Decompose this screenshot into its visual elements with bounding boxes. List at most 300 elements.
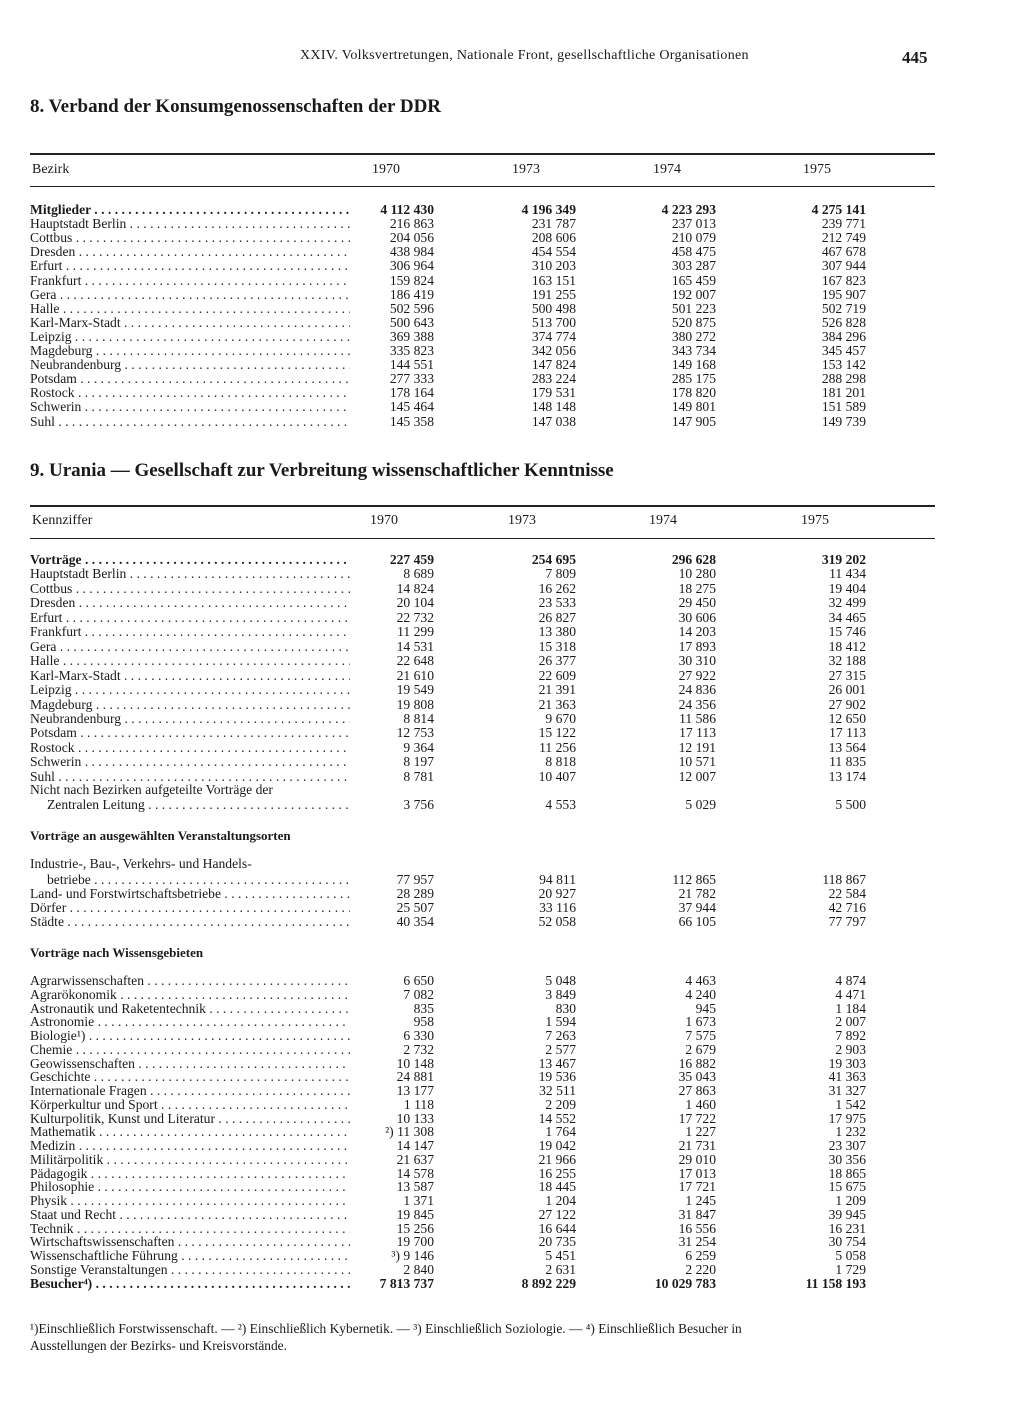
row-label: Biologie¹) . . .: [30, 1028, 350, 1044]
cell-value: 112 865: [672, 872, 716, 887]
page-number: 445: [902, 48, 928, 67]
cell-value: 21 363: [538, 696, 576, 712]
cell-value: 167 823: [821, 272, 866, 288]
row-label: Philosophie . . .: [30, 1179, 350, 1195]
cell-value: 7 809: [545, 566, 576, 582]
cell-value: 285 175: [671, 371, 716, 387]
cell-value: 77 797: [828, 914, 866, 930]
cell-value: 19 303: [828, 1055, 866, 1071]
cell-value: 144 551: [389, 357, 434, 373]
cell-value: 8 197: [403, 754, 434, 770]
cell-value: 13 174: [828, 768, 866, 784]
section8-column-headers: [0, 162, 1024, 182]
footnote-line: ¹)Einschließlich Forstwissenschaft. — ²) Einschließlich Kybernetik. — ³) Einschließlich Soziologie. — ⁴) Einschließlich Besucher in: [30, 1321, 742, 1336]
cell-value: 2 220: [685, 1261, 716, 1277]
cell-value: 10 148: [396, 1055, 434, 1071]
cell-value: 22 584: [828, 886, 866, 901]
cell-value: 16 556: [678, 1220, 716, 1236]
cell-value: 11 835: [829, 754, 866, 770]
cell-value: 14 531: [396, 638, 434, 654]
row-label: Körperkultur und Sport . . .: [30, 1097, 350, 1113]
cell-value: 208 606: [531, 230, 576, 246]
cell-value: 178 164: [389, 385, 434, 401]
table-row: [0, 1276, 1024, 1292]
section8-top-rule: [30, 153, 935, 155]
cell-value: 29 010: [678, 1151, 716, 1167]
cell-value: 8 814: [403, 710, 434, 726]
cell-value: 1 594: [545, 1014, 576, 1030]
cell-value: 216 863: [389, 216, 434, 232]
cell-value: 1 118: [403, 1096, 434, 1112]
cell-value: 10 133: [396, 1110, 434, 1126]
row-label: Cottbus . . .: [30, 581, 350, 597]
cell-value: 27 315: [828, 667, 866, 683]
table-row: [0, 914, 1024, 930]
cell-value: 239 771: [821, 216, 866, 232]
cell-value: 31 327: [828, 1083, 866, 1098]
row-label: Dresden . . .: [30, 595, 350, 611]
cell-value: 27 122: [538, 1206, 576, 1222]
cell-value: 31 847: [678, 1206, 716, 1222]
section9-title: 9. Urania — Gesellschaft zur Verbreitung wissenschaftlicher Kenntnisse: [30, 460, 614, 481]
section8-title: 8. Verband der Konsumgenossenschaften der DDR: [30, 96, 442, 117]
row-label: Magdeburg . . .: [30, 697, 350, 713]
cell-value: 227 459: [389, 552, 434, 567]
cell-value: 18 865: [828, 1165, 866, 1181]
cell-value: 307 944: [821, 258, 866, 274]
cell-value: 254 695: [531, 552, 576, 567]
cell-value: 1 673: [685, 1014, 716, 1030]
column-header: 1975: [801, 513, 829, 528]
cell-value: 37 944: [678, 900, 716, 916]
cell-value: 500 643: [389, 314, 434, 330]
row-label: Schwerin . . .: [30, 399, 350, 415]
cell-value: 20 927: [538, 886, 576, 901]
cell-value: 4 275 141: [811, 202, 866, 217]
cell-value: 501 223: [671, 300, 716, 316]
cell-value: 374 774: [531, 328, 576, 344]
row-label: Halle . . .: [30, 653, 350, 669]
cell-value: 502 719: [821, 300, 866, 316]
row-label: Neubrandenburg . . .: [30, 357, 350, 373]
cell-value: 17 893: [678, 638, 716, 654]
table-row: [0, 782, 1024, 798]
cell-value: 10 407: [538, 768, 576, 784]
row-label: Suhl . . .: [30, 414, 350, 430]
cell-value: 8 689: [403, 566, 434, 582]
column-header: 1970: [370, 513, 398, 528]
cell-value: 513 700: [531, 314, 576, 330]
cell-value: 212 749: [821, 230, 866, 246]
cell-value: 310 203: [531, 258, 576, 274]
row-label: Wissenschaftliche Führung . . .: [30, 1248, 350, 1264]
cell-value: 16 231: [828, 1220, 866, 1236]
cell-value: 16 262: [538, 580, 576, 596]
cell-value: 2 209: [545, 1096, 576, 1112]
cell-value: 40 354: [396, 914, 434, 930]
cell-value: 179 531: [531, 385, 576, 401]
cell-value: 19 042: [538, 1138, 576, 1153]
cell-value: 210 079: [671, 230, 716, 246]
cell-value: 500 498: [531, 300, 576, 316]
cell-value: 21 731: [678, 1138, 716, 1153]
cell-value: 21 637: [396, 1151, 434, 1167]
cell-value: 19 700: [396, 1234, 434, 1250]
cell-value: 27 902: [828, 696, 866, 712]
row-label: Technik . . .: [30, 1221, 350, 1237]
cell-value: 2 679: [685, 1041, 716, 1057]
cell-value: 21 782: [678, 886, 716, 901]
cell-value: 15 122: [538, 725, 576, 741]
cell-value: 3 849: [545, 986, 576, 1002]
cell-value: 303 287: [671, 258, 716, 274]
cell-value: ³) 9 146: [391, 1248, 434, 1263]
cell-value: 13 467: [538, 1055, 576, 1071]
cell-value: 34 465: [828, 609, 866, 625]
row-label: Astronautik und Raketentechnik . . .: [30, 1001, 350, 1017]
subheading-wissensgebiete: Vorträge nach Wissensgebieten: [30, 945, 204, 960]
cell-value: 16 255: [538, 1165, 576, 1181]
cell-value: 1 371: [403, 1193, 434, 1208]
cell-value: 14 824: [396, 580, 434, 596]
cell-value: 16 882: [678, 1055, 716, 1071]
cell-value: 345 457: [821, 343, 866, 358]
cell-value: 35 043: [678, 1069, 716, 1085]
row-label: Medizin . . .: [30, 1138, 350, 1154]
cell-value: 306 964: [389, 258, 434, 274]
cell-value: 958: [413, 1014, 434, 1030]
cell-value: 149 168: [671, 357, 716, 373]
cell-value: 17 013: [678, 1165, 716, 1181]
cell-value: 24 881: [396, 1069, 434, 1085]
cell-value: 11 434: [829, 566, 866, 582]
cell-value: 151 589: [821, 399, 866, 415]
cell-value: 17 113: [829, 725, 866, 741]
cell-value: 153 142: [821, 357, 866, 373]
cell-value: 13 587: [396, 1179, 434, 1195]
cell-value: 2 732: [403, 1041, 434, 1057]
cell-value: 32 499: [828, 595, 866, 611]
cell-value: 15 746: [828, 624, 866, 640]
column-header: 1975: [803, 162, 831, 177]
cell-value: 15 256: [396, 1220, 434, 1236]
row-label: Dresden . . .: [30, 244, 350, 260]
row-label: Gera . . .: [30, 287, 350, 303]
cell-value: 191 255: [531, 286, 576, 302]
cell-value: 288 298: [821, 371, 866, 387]
cell-value: 33 116: [539, 900, 576, 916]
cell-value: 94 811: [539, 872, 576, 887]
cell-value: 77 957: [396, 872, 434, 887]
cell-value: 18 412: [828, 638, 866, 654]
row-label: Mitglieder . . .: [30, 202, 350, 218]
cell-value: 14 578: [396, 1165, 434, 1181]
cell-value: 23 533: [538, 595, 576, 611]
cell-value: 22 609: [538, 667, 576, 683]
cell-value: 21 391: [538, 682, 576, 698]
running-title: XXIV. Volksvertretungen, Nationale Front, gesellschaftliche Organisationen: [300, 48, 749, 63]
cell-value: 1 209: [835, 1193, 866, 1208]
cell-value: 11 256: [539, 739, 576, 755]
cell-value: 835: [413, 1000, 434, 1016]
cell-value: 148 148: [531, 399, 576, 415]
section9-header-rule: [30, 538, 935, 539]
cell-value: 830: [555, 1000, 576, 1016]
cell-value: 19 536: [538, 1069, 576, 1085]
cell-value: 12 650: [828, 710, 866, 726]
column-header: 1973: [508, 513, 536, 528]
cell-value: 14 147: [396, 1138, 434, 1153]
cell-value: 277 333: [389, 371, 434, 387]
row-label: Geowissenschaften . . .: [30, 1056, 350, 1072]
cell-value: 147 824: [531, 357, 576, 373]
subheading-veranstaltungsorte: Vorträge an ausgewählten Veranstaltungsorten: [30, 828, 291, 843]
cell-value: 25 507: [396, 900, 434, 916]
row-label: Frankfurt . . .: [30, 273, 350, 289]
cell-value: 9 670: [545, 710, 576, 726]
cell-value: 4 874: [835, 973, 866, 988]
cell-value: 20 104: [396, 595, 434, 611]
cell-value: 1 227: [685, 1124, 716, 1140]
cell-value: 30 606: [678, 609, 716, 625]
cell-value: 7 082: [403, 986, 434, 1002]
column-header: Bezirk: [32, 162, 70, 177]
section9-top-rule: [30, 505, 935, 507]
row-label: Geschichte . . .: [30, 1069, 350, 1085]
cell-value: ²) 11 308: [385, 1124, 434, 1140]
row-label: Pädagogik . . .: [30, 1166, 350, 1182]
column-header: 1973: [512, 162, 540, 177]
cell-value: 369 388: [389, 328, 434, 344]
cell-value: 2 903: [835, 1041, 866, 1057]
cell-value: 1 232: [835, 1124, 866, 1140]
cell-value: 147 905: [671, 413, 716, 429]
row-label: Dörfer . . .: [30, 900, 350, 916]
cell-value: 30 356: [828, 1151, 866, 1167]
cell-value: 20 735: [538, 1234, 576, 1250]
cell-value: 380 272: [671, 328, 716, 344]
cell-value: 22 732: [396, 609, 434, 625]
row-label: Physik . . .: [30, 1193, 350, 1209]
row-label: Potsdam . . .: [30, 725, 350, 741]
cell-value: 27 922: [678, 667, 716, 683]
cell-value: 1 764: [545, 1124, 576, 1140]
cell-value: 11 299: [397, 624, 434, 640]
cell-value: 186 419: [389, 286, 434, 302]
cell-value: 14 552: [538, 1110, 576, 1126]
cell-value: 163 151: [531, 272, 576, 288]
cell-value: 237 013: [671, 216, 716, 232]
row-label: Hauptstadt Berlin . . .: [30, 566, 350, 582]
cell-value: 1 460: [685, 1096, 716, 1112]
cell-value: 10 029 783: [654, 1275, 716, 1291]
cell-value: 17 722: [678, 1110, 716, 1126]
cell-value: 145 358: [389, 413, 434, 429]
cell-value: 296 628: [671, 552, 716, 567]
cell-value: 31 254: [678, 1234, 716, 1250]
row-label: Erfurt . . .: [30, 610, 350, 626]
table-row: [0, 414, 1024, 430]
table-row: [0, 797, 1024, 813]
cell-value: 29 450: [678, 595, 716, 611]
cell-value: 12 753: [396, 725, 434, 741]
row-label: Gera . . .: [30, 639, 350, 655]
cell-value: 458 475: [671, 244, 716, 260]
row-label: Neubrandenburg . . .: [30, 711, 350, 727]
cell-value: 24 836: [678, 682, 716, 698]
table-row: [0, 856, 1024, 872]
cell-value: 13 177: [396, 1083, 434, 1098]
cell-value: 181 201: [821, 385, 866, 401]
row-label: Rostock . . .: [30, 740, 350, 756]
cell-value: 30 754: [828, 1234, 866, 1250]
cell-value: 5 029: [685, 797, 716, 812]
cell-value: 9 364: [403, 739, 434, 755]
cell-value: 17 975: [828, 1110, 866, 1126]
row-label: Rostock . . .: [30, 385, 350, 401]
column-header: 1970: [372, 162, 400, 177]
row-label: Leipzig . . .: [30, 329, 350, 345]
cell-value: 42 716: [828, 900, 866, 916]
cell-value: 30 310: [678, 653, 716, 669]
cell-value: 3 756: [403, 797, 434, 812]
cell-value: 41 363: [828, 1069, 866, 1085]
cell-value: 21 966: [538, 1151, 576, 1167]
cell-value: 19 549: [396, 682, 434, 698]
cell-value: 4 240: [685, 986, 716, 1002]
cell-value: 13 564: [828, 739, 866, 755]
cell-value: 28 289: [396, 886, 434, 901]
cell-value: 15 318: [538, 638, 576, 654]
row-label: Halle . . .: [30, 301, 350, 317]
cell-value: 467 678: [821, 244, 866, 260]
row-label: Magdeburg . . .: [30, 343, 350, 359]
cell-value: 1 542: [835, 1096, 866, 1112]
cell-value: 12 007: [678, 768, 716, 784]
row-label: Staat und Recht . . .: [30, 1207, 350, 1223]
cell-value: 526 828: [821, 314, 866, 330]
cell-value: 17 113: [679, 725, 716, 741]
row-label: Agrarökonomik . . .: [30, 987, 350, 1003]
section8-header-rule: [30, 186, 935, 187]
cell-value: 4 112 430: [380, 202, 434, 217]
cell-value: 7 813 737: [379, 1275, 434, 1291]
row-label: Karl-Marx-Stadt . . .: [30, 668, 350, 684]
cell-value: 335 823: [389, 343, 434, 358]
row-label: Städte . . .: [30, 914, 350, 930]
cell-value: 27 863: [678, 1083, 716, 1098]
row-label: Hauptstadt Berlin . . .: [30, 216, 350, 232]
cell-value: 8 781: [403, 768, 434, 784]
cell-value: 16 644: [538, 1220, 576, 1236]
footnote-line: Ausstellungen der Bezirks- und Kreisvorstände.: [30, 1338, 287, 1353]
cell-value: 18 445: [538, 1179, 576, 1195]
row-label: Erfurt . . .: [30, 258, 350, 274]
cell-value: 438 984: [389, 244, 434, 260]
cell-value: 15 675: [828, 1179, 866, 1195]
cell-value: 23 307: [828, 1138, 866, 1153]
column-header: Kennziffer: [32, 513, 93, 528]
row-label: Sonstige Veranstaltungen . . .: [30, 1262, 350, 1278]
cell-value: 21 610: [396, 667, 434, 683]
cell-value: 319 202: [821, 552, 866, 567]
cell-value: 18 275: [678, 580, 716, 596]
cell-value: 7 575: [685, 1028, 716, 1043]
cell-value: 26 827: [538, 609, 576, 625]
cell-value: 1 184: [835, 1000, 866, 1016]
cell-value: 7 892: [835, 1028, 866, 1043]
row-label: Potsdam . . .: [30, 371, 350, 387]
cell-value: 520 875: [671, 314, 716, 330]
row-label: Chemie . . .: [30, 1042, 350, 1058]
cell-value: 149 739: [821, 413, 866, 429]
row-label: Vorträge . . .: [30, 552, 350, 568]
cell-value: 32 188: [828, 653, 866, 669]
row-label: Cottbus . . .: [30, 230, 350, 246]
cell-value: 17 721: [678, 1179, 716, 1195]
cell-value: 5 058: [835, 1248, 866, 1263]
row-label: Militärpolitik . . .: [30, 1152, 350, 1168]
cell-value: 2 840: [403, 1261, 434, 1277]
cell-value: 52 058: [538, 914, 576, 930]
cell-value: 19 404: [828, 580, 866, 596]
cell-value: 4 463: [685, 973, 716, 988]
cell-value: 1 245: [685, 1193, 716, 1208]
cell-value: 19 845: [396, 1206, 434, 1222]
cell-value: 14 203: [678, 624, 716, 640]
cell-value: 192 007: [671, 286, 716, 302]
row-label: Frankfurt . . .: [30, 624, 350, 640]
row-label: Besucher⁴) . . .: [30, 1276, 350, 1292]
row-label: Land- und Forstwirtschaftsbetriebe . . .: [30, 886, 350, 902]
cell-value: 4 553: [545, 797, 576, 812]
cell-value: 6 650: [403, 973, 434, 988]
row-label: Astronomie . . .: [30, 1014, 350, 1030]
cell-value: 11 586: [679, 710, 716, 726]
row-label: Zentralen Leitung . . .: [47, 797, 350, 813]
footnotes: [30, 1320, 940, 1354]
cell-value: 384 296: [821, 328, 866, 344]
cell-value: 11 158 193: [805, 1275, 866, 1291]
row-label: Mathematik . . .: [30, 1124, 350, 1140]
cell-value: 945: [695, 1000, 716, 1016]
row-label: Agrarwissenschaften . . .: [30, 973, 350, 989]
row-label: Karl-Marx-Stadt . . .: [30, 315, 350, 331]
cell-value: 6 259: [685, 1248, 716, 1263]
cell-value: 4 223 293: [661, 202, 716, 217]
column-header: 1974: [653, 162, 681, 177]
cell-value: 204 056: [389, 230, 434, 246]
cell-value: 5 048: [545, 973, 576, 988]
cell-value: 6 330: [403, 1028, 434, 1043]
row-label: Wirtschaftswissenschaften . . .: [30, 1234, 350, 1250]
cell-value: 147 038: [531, 413, 576, 429]
cell-value: 2 577: [545, 1041, 576, 1057]
row-label: Industrie-, Bau-, Verkehrs- und Handels-: [30, 856, 252, 871]
cell-value: 39 945: [828, 1206, 866, 1222]
cell-value: 231 787: [531, 216, 576, 232]
cell-value: 2 007: [835, 1014, 866, 1030]
cell-value: 1 729: [835, 1261, 866, 1277]
row-label: Kulturpolitik, Kunst und Literatur . . .: [30, 1111, 350, 1127]
cell-value: 4 471: [835, 986, 866, 1002]
cell-value: 26 377: [538, 653, 576, 669]
row-label: Schwerin . . .: [30, 754, 350, 770]
cell-value: 159 824: [389, 272, 434, 288]
cell-value: 32 511: [539, 1083, 576, 1098]
row-label: Nicht nach Bezirken aufgeteilte Vorträge der: [30, 782, 273, 797]
cell-value: 454 554: [531, 244, 576, 260]
